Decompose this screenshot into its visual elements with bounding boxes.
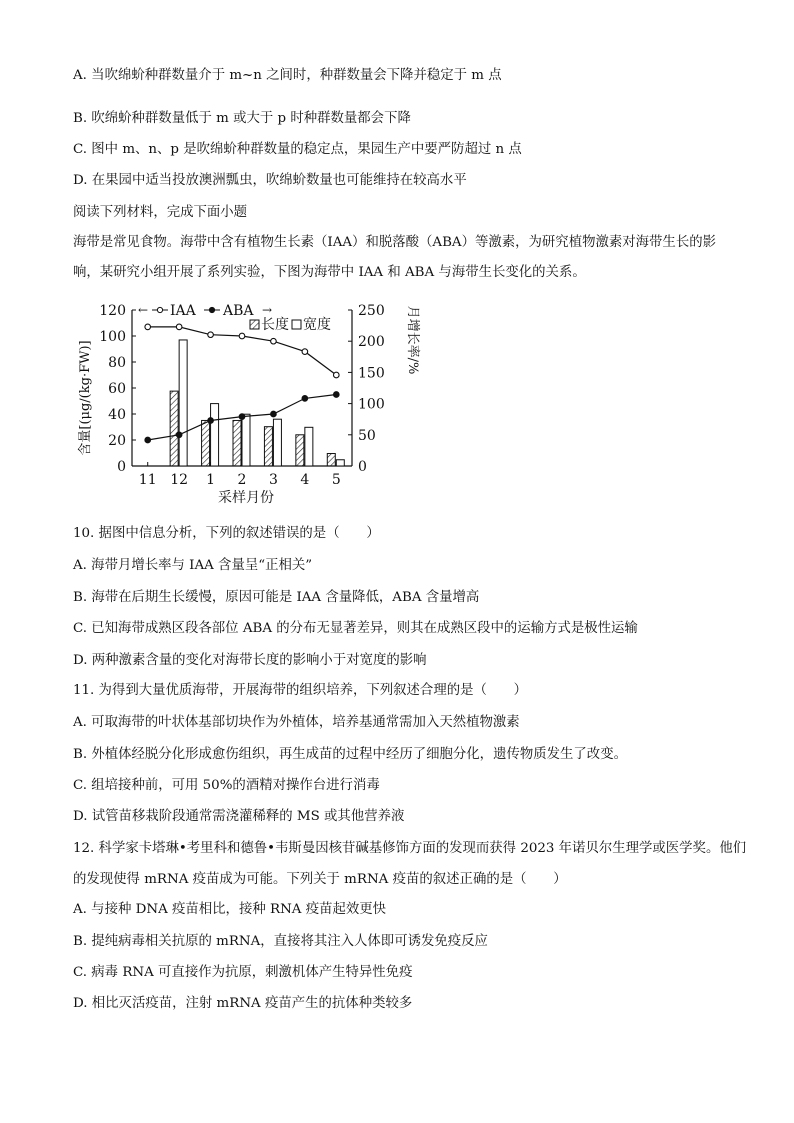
point-aba: [271, 411, 277, 417]
legend-marker-aba: [209, 307, 214, 312]
point-iaa: [145, 324, 151, 330]
point-aba: [176, 432, 182, 438]
hormone-growth-chart: [70, 296, 420, 508]
legend-swatch-width: [292, 320, 301, 329]
point-aba: [333, 392, 339, 398]
left-axis: [99, 303, 136, 475]
bar-length: [327, 454, 335, 466]
legend-swatch-length: [250, 320, 259, 329]
q11-option-b: B. 外植体经脱分化形成愈伤组织，再生成苗的过程中经历了细胞分化，遗传物质发生了改变。: [73, 747, 627, 762]
left-tick-label: 120: [99, 303, 126, 319]
legend-arrow-iaa: ←: [138, 303, 149, 317]
q11-option-a: A. 可取海带的叶状体基部切块作为外植体，培养基通常需加入天然植物激素: [73, 715, 520, 730]
q9-option-b: B. 吹绵蚧种群数量低于 m 或大于 p 时种群数量都会下降: [73, 111, 411, 126]
q9-option-d: D. 在果园中适当投放澳洲瓢虫，吹绵蚧数量也可能维持在较高水平: [73, 173, 467, 188]
right-tick-label: 200: [358, 334, 385, 351]
point-iaa: [208, 332, 214, 338]
right-tick-label: 0: [358, 459, 367, 475]
q12-option-c: C. 病毒 RNA 可直接作为抗原，刺激机体产生特异性免疫: [73, 965, 413, 980]
right-axis: [348, 303, 385, 475]
q10-option-d: D. 两种激素含量的变化对海带长度的影响小于对宽度的影响: [73, 653, 427, 668]
bar-length: [264, 427, 272, 466]
left-tick-label: 40: [108, 407, 126, 423]
right-tick-label: 100: [358, 396, 385, 413]
bar-length: [233, 420, 241, 466]
x-axis-label: 采样月份: [218, 490, 274, 506]
bar-length: [170, 391, 178, 466]
point-aba: [208, 418, 214, 424]
x-tick-label: 5: [331, 472, 341, 488]
left-tick-label: 0: [117, 459, 126, 475]
x-tick-label: 4: [300, 472, 310, 488]
point-aba: [145, 437, 151, 443]
right-tick-label: 150: [358, 365, 385, 382]
q10-option-a: A. 海带月增长率与 IAA 含量呈“正相关”: [73, 558, 313, 573]
legend-label-width: 宽度: [303, 317, 331, 333]
q11-stem: 11. 为得到大量优质海带，开展海带的组织培养，下列叙述合理的是（ ）: [73, 683, 528, 698]
reading-instruction: 阅读下列材料，完成下面小题: [73, 205, 248, 220]
q12-option-a: A. 与接种 DNA 疫苗相比，接种 RNA 疫苗起效更快: [73, 902, 387, 917]
legend-arrow-aba: →: [262, 303, 273, 317]
left-tick-label: 80: [108, 355, 126, 371]
q9-option-c: C. 图中 m、n、p 是吹绵蚧种群数量的稳定点，果园生产中要严防超过 n 点: [73, 142, 522, 157]
left-tick-label: 20: [108, 433, 126, 449]
bar-length: [296, 435, 304, 466]
bar-width: [242, 414, 250, 466]
y-axis-label-left: 含量[(μg/(kg·FW)]: [78, 340, 93, 456]
point-iaa: [176, 324, 182, 330]
legend-marker-iaa: [157, 307, 162, 312]
bar-width: [305, 427, 313, 466]
q12-option-b: B. 提纯病毒相关抗原的 mRNA，直接将其注入人体即可诱发免疫反应: [73, 934, 488, 949]
x-tick-label: 3: [268, 472, 278, 488]
left-tick-label: 60: [108, 381, 126, 397]
bar-width: [179, 340, 187, 466]
point-aba: [302, 396, 308, 402]
left-tick-label: 100: [99, 329, 126, 345]
point-iaa: [302, 349, 308, 355]
x-tick-label: 12: [170, 472, 189, 488]
x-tick-label: 1: [206, 472, 216, 488]
q9-option-a: A. 当吹绵蚧种群数量介于 m~n 之间时，种群数量会下降并稳定于 m 点: [73, 68, 502, 83]
legend-label-iaa: IAA: [170, 303, 196, 319]
right-tick-label: 50: [358, 427, 376, 444]
point-iaa: [333, 372, 339, 378]
q12-stem: 12. 科学家卡塔琳•考里科和德鲁•韦斯曼因核苷碱基修饰方面的发现而获得 2023 年诺贝尔生理学或医学奖。他们的发现使得 mRNA 疫苗成为可能。下列关于 mRNA 疫苗的叙述正确的是（ ）: [73, 841, 747, 887]
legend-label-aba: ABA: [223, 303, 254, 319]
bars: [170, 340, 344, 466]
q10-stem: 10. 据图中信息分析，下列的叙述错误的是（ ）: [73, 526, 380, 541]
y-axis-label-right: 月增长率/%: [405, 305, 420, 375]
q12-option-d: D. 相比灭活疫苗，注射 mRNA 疫苗产生的抗体种类较多: [73, 996, 413, 1011]
reading-material: 海带是常见食物。海带中含有植物生长素（IAA）和脱落酸（ABA）等激素，为研究植物激素对海带生长的影响，某研究小组开展了系列实验，下图为海带中 IAA 和 ABA 与海带生长变化的关系。: [73, 235, 716, 280]
q11-option-c: C. 组培接种前，可用 50%的酒精对操作台进行消毒: [73, 778, 380, 793]
point-aba: [239, 414, 245, 420]
bar-length: [202, 420, 210, 466]
bar-width: [211, 404, 219, 466]
q11-option-d: D. 试管苗移栽阶段通常需浇灌稀释的 MS 或其他营养液: [73, 809, 405, 824]
point-iaa: [271, 338, 277, 344]
x-tick-label: 11: [138, 472, 157, 488]
q10-option-c: C. 已知海带成熟区段各部位 ABA 的分布无显著差异，则其在成熟区段中的运输方式是极性运输: [73, 621, 638, 636]
bar-width: [273, 419, 281, 466]
chart-legend: [138, 303, 331, 333]
point-iaa: [239, 333, 245, 339]
bar-width: [336, 460, 344, 466]
q10-option-b: B. 海带在后期生长缓慢，原因可能是 IAA 含量降低，ABA 含量增高: [73, 590, 480, 605]
right-tick-label: 250: [358, 303, 385, 319]
x-tick-label: 2: [237, 472, 247, 488]
legend-label-length: 长度: [261, 317, 289, 333]
